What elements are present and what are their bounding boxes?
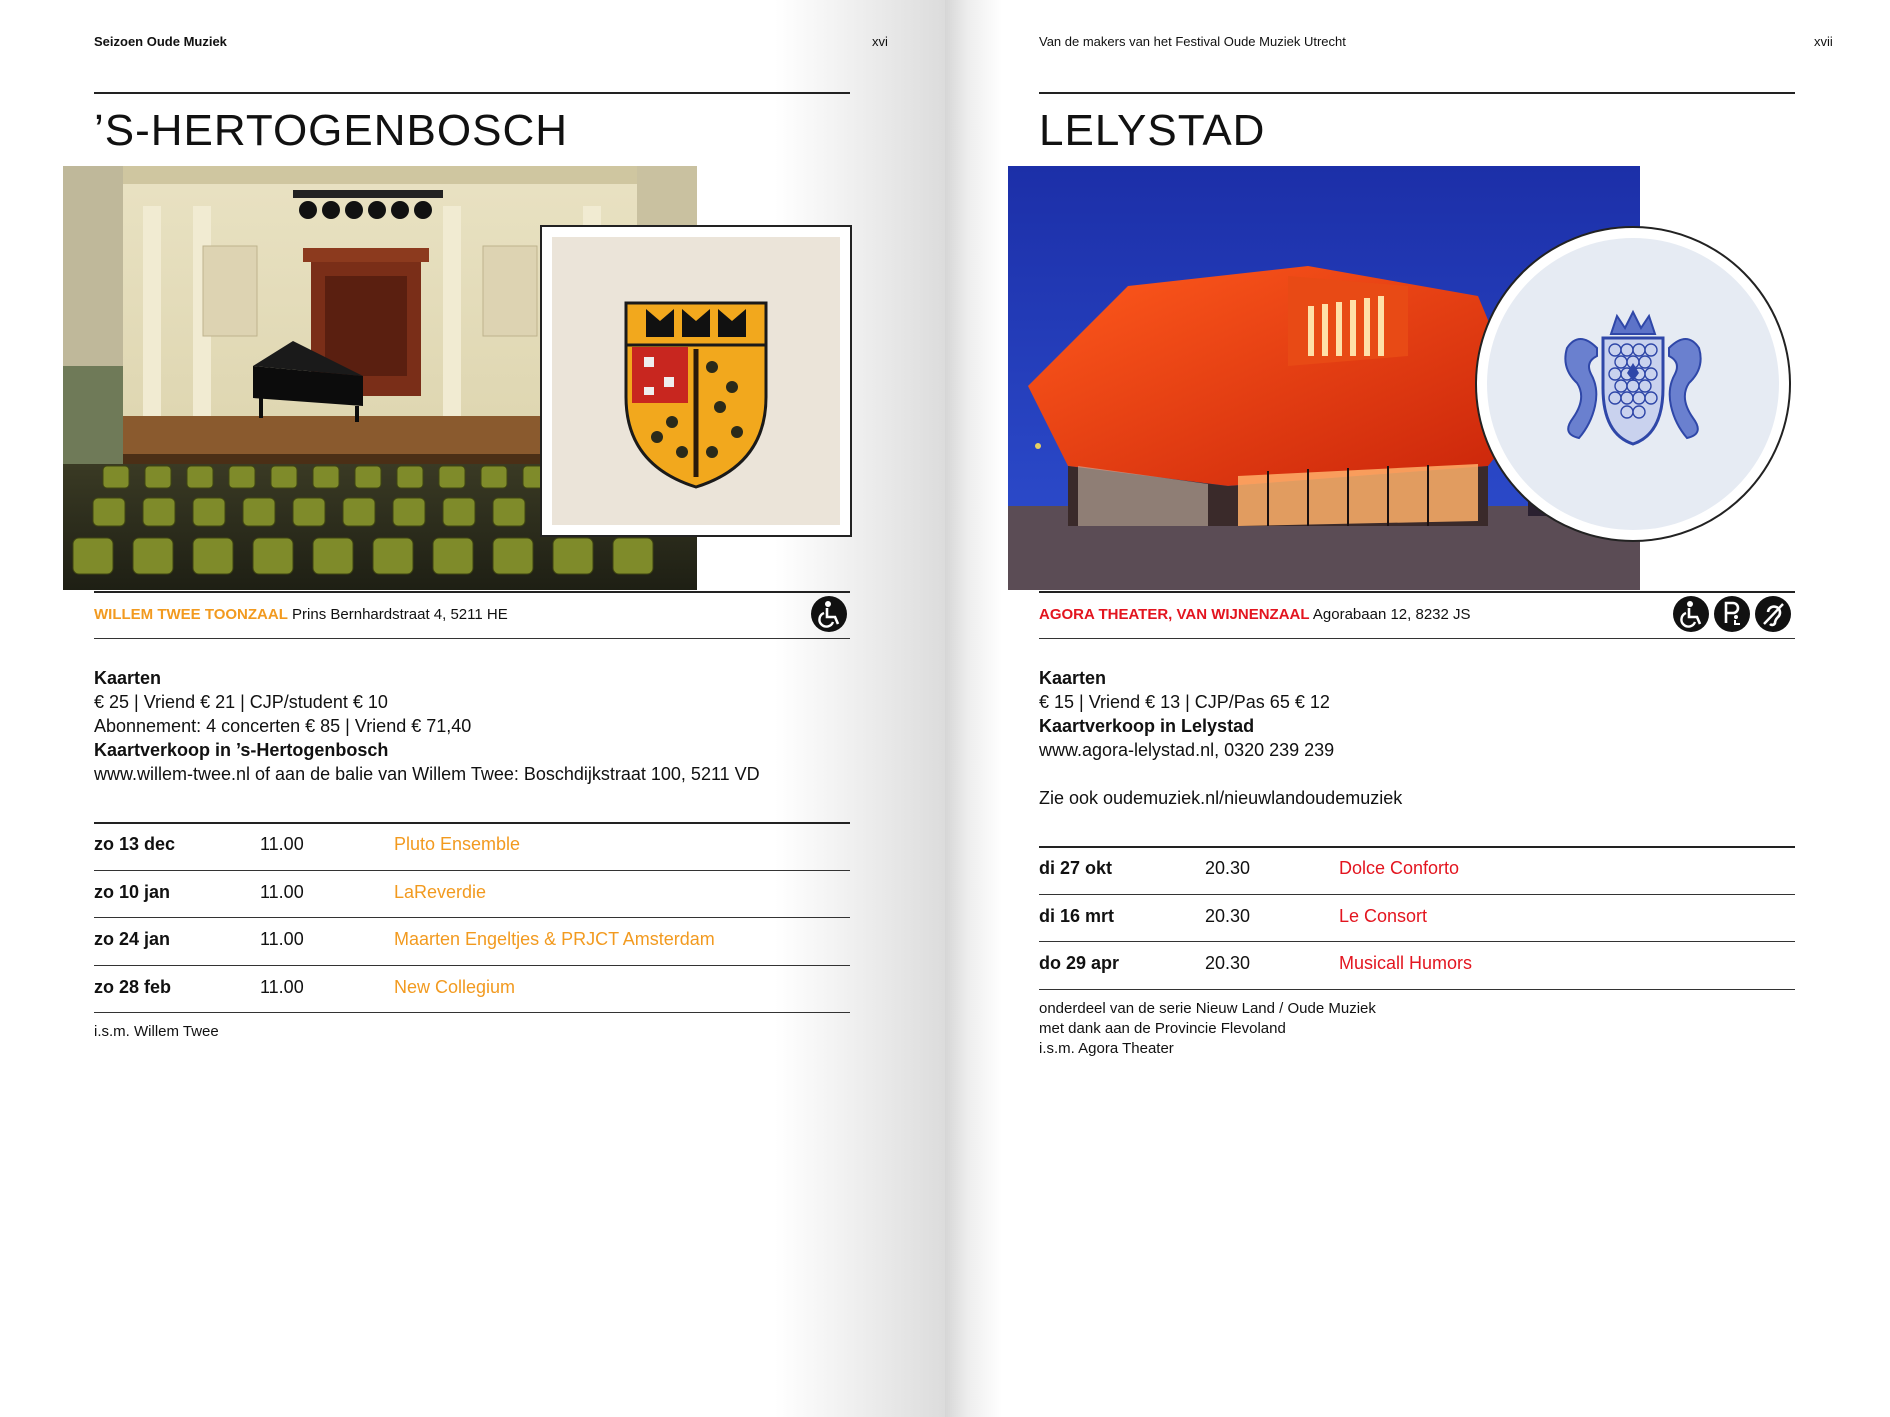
coat-of-arms-frame bbox=[540, 225, 852, 537]
divider bbox=[94, 870, 850, 871]
disabled-parking-icon bbox=[1714, 596, 1750, 632]
concert-date: zo 13 dec bbox=[94, 834, 176, 854]
page-number: xvii bbox=[1814, 34, 1833, 49]
coat-of-arms-image bbox=[552, 237, 840, 525]
concert-row bbox=[1039, 848, 1795, 892]
concert-time: 11.00 bbox=[260, 834, 304, 854]
tickets-prices: € 15 | Vriend € 13 | CJP/Pas 65 € 12 bbox=[1039, 692, 1330, 712]
concert-date: di 27 okt bbox=[1039, 858, 1113, 878]
tickets-heading: Kaarten bbox=[1039, 668, 1107, 688]
footnotes bbox=[1039, 999, 1376, 1059]
divider bbox=[1039, 638, 1795, 639]
hearing-loop-icon bbox=[1755, 596, 1791, 632]
divider bbox=[1039, 92, 1795, 94]
tickets-sales-heading: Kaartverkoop in ’s-Hertogenbosch bbox=[94, 740, 389, 760]
concert-time: 11.00 bbox=[260, 881, 304, 902]
concert-ensemble: LaReverdie bbox=[394, 881, 487, 902]
concert-ensemble: Dolce Conforto bbox=[1339, 858, 1460, 878]
footnote: met dank aan de Provincie Flevoland bbox=[1039, 1019, 1286, 1037]
concert-date: zo 10 jan bbox=[94, 881, 171, 902]
divider bbox=[1039, 941, 1795, 942]
venue-address: Agorabaan 12, 8232 JS bbox=[1312, 606, 1471, 623]
tickets-heading: Kaarten bbox=[94, 668, 162, 688]
divider bbox=[94, 965, 850, 966]
concert-date: zo 24 jan bbox=[94, 929, 171, 949]
footnote: i.s.m. Agora Theater bbox=[1039, 1039, 1174, 1057]
footnotes bbox=[94, 1022, 219, 1042]
concert-ensemble: Musicall Humors bbox=[1339, 953, 1473, 973]
concert-row bbox=[94, 919, 850, 963]
venue-name: AGORA THEATER, VAN WIJNENZAAL bbox=[1039, 606, 1310, 623]
concert-ensemble: Le Consort bbox=[1339, 905, 1428, 926]
concert-time: 20.30 bbox=[1205, 858, 1251, 878]
divider bbox=[1039, 591, 1795, 593]
running-head: Seizoen Oude Muziek bbox=[94, 34, 227, 49]
right-page bbox=[945, 0, 1890, 1417]
concert-ensemble: Pluto Ensemble bbox=[394, 834, 521, 854]
tickets-sales-heading: Kaartverkoop in Lelystad bbox=[1039, 716, 1255, 736]
tickets-sales-info: www.agora-lelystad.nl, 0320 239 239 bbox=[1039, 740, 1335, 760]
divider bbox=[94, 591, 850, 593]
concert-row bbox=[94, 824, 850, 868]
concert-date: di 16 mrt bbox=[1039, 905, 1115, 926]
footnote: onderdeel van de serie Nieuw Land / Oude Muziek bbox=[1039, 999, 1376, 1017]
concert-row bbox=[94, 967, 850, 1011]
city-title: ’S-HERTOGENBOSCH bbox=[94, 106, 569, 155]
concert-row bbox=[1039, 896, 1795, 940]
concert-date: zo 28 feb bbox=[94, 976, 172, 997]
tickets-info bbox=[94, 666, 760, 786]
venue-name: WILLEM TWEE TOONZAAL bbox=[94, 606, 288, 623]
tickets-sales-info: www.willem-twee.nl of aan de balie van Willem Twee: Boschdijkstraat 100, 5211 VD bbox=[94, 764, 760, 784]
divider bbox=[94, 92, 850, 94]
divider bbox=[94, 917, 850, 918]
divider bbox=[1039, 894, 1795, 895]
venue-address: Prins Bernhardstraat 4, 5211 HE bbox=[292, 606, 508, 623]
tickets-prices: € 25 | Vriend € 21 | CJP/student € 10 bbox=[94, 692, 388, 712]
footnote: i.s.m. Willem Twee bbox=[94, 1023, 219, 1040]
concert-row bbox=[1039, 943, 1795, 987]
concert-time: 20.30 bbox=[1205, 953, 1251, 973]
concert-ensemble: New Collegium bbox=[394, 976, 516, 997]
concert-time: 20.30 bbox=[1205, 905, 1251, 926]
wheelchair-icon bbox=[1673, 596, 1709, 632]
coat-of-arms-frame bbox=[1475, 226, 1791, 542]
divider bbox=[94, 638, 850, 639]
wheelchair-icon bbox=[811, 596, 847, 632]
tickets-see-also: Zie ook oudemuziek.nl/nieuwlandoudemuziek bbox=[1039, 788, 1403, 808]
divider bbox=[94, 1012, 850, 1013]
venue-line bbox=[94, 606, 508, 623]
concert-ensemble: Maarten Engeltjes & PRJCT Amsterdam bbox=[394, 929, 715, 949]
tickets-info bbox=[1039, 666, 1402, 810]
concert-row bbox=[94, 872, 850, 916]
concert-time: 11.00 bbox=[260, 976, 304, 997]
concert-time: 11.00 bbox=[260, 929, 304, 949]
coat-of-arms-image bbox=[1487, 238, 1779, 530]
concert-date: do 29 apr bbox=[1039, 953, 1120, 973]
venue-line bbox=[1039, 606, 1471, 623]
page-number: xvi bbox=[872, 34, 888, 49]
running-head: Van de makers van het Festival Oude Muziek Utrecht bbox=[1039, 34, 1346, 49]
tickets-subscription: Abonnement: 4 concerten € 85 | Vriend € 71,40 bbox=[94, 716, 472, 736]
divider bbox=[1039, 989, 1795, 990]
city-title: LELYSTAD bbox=[1039, 106, 1266, 155]
